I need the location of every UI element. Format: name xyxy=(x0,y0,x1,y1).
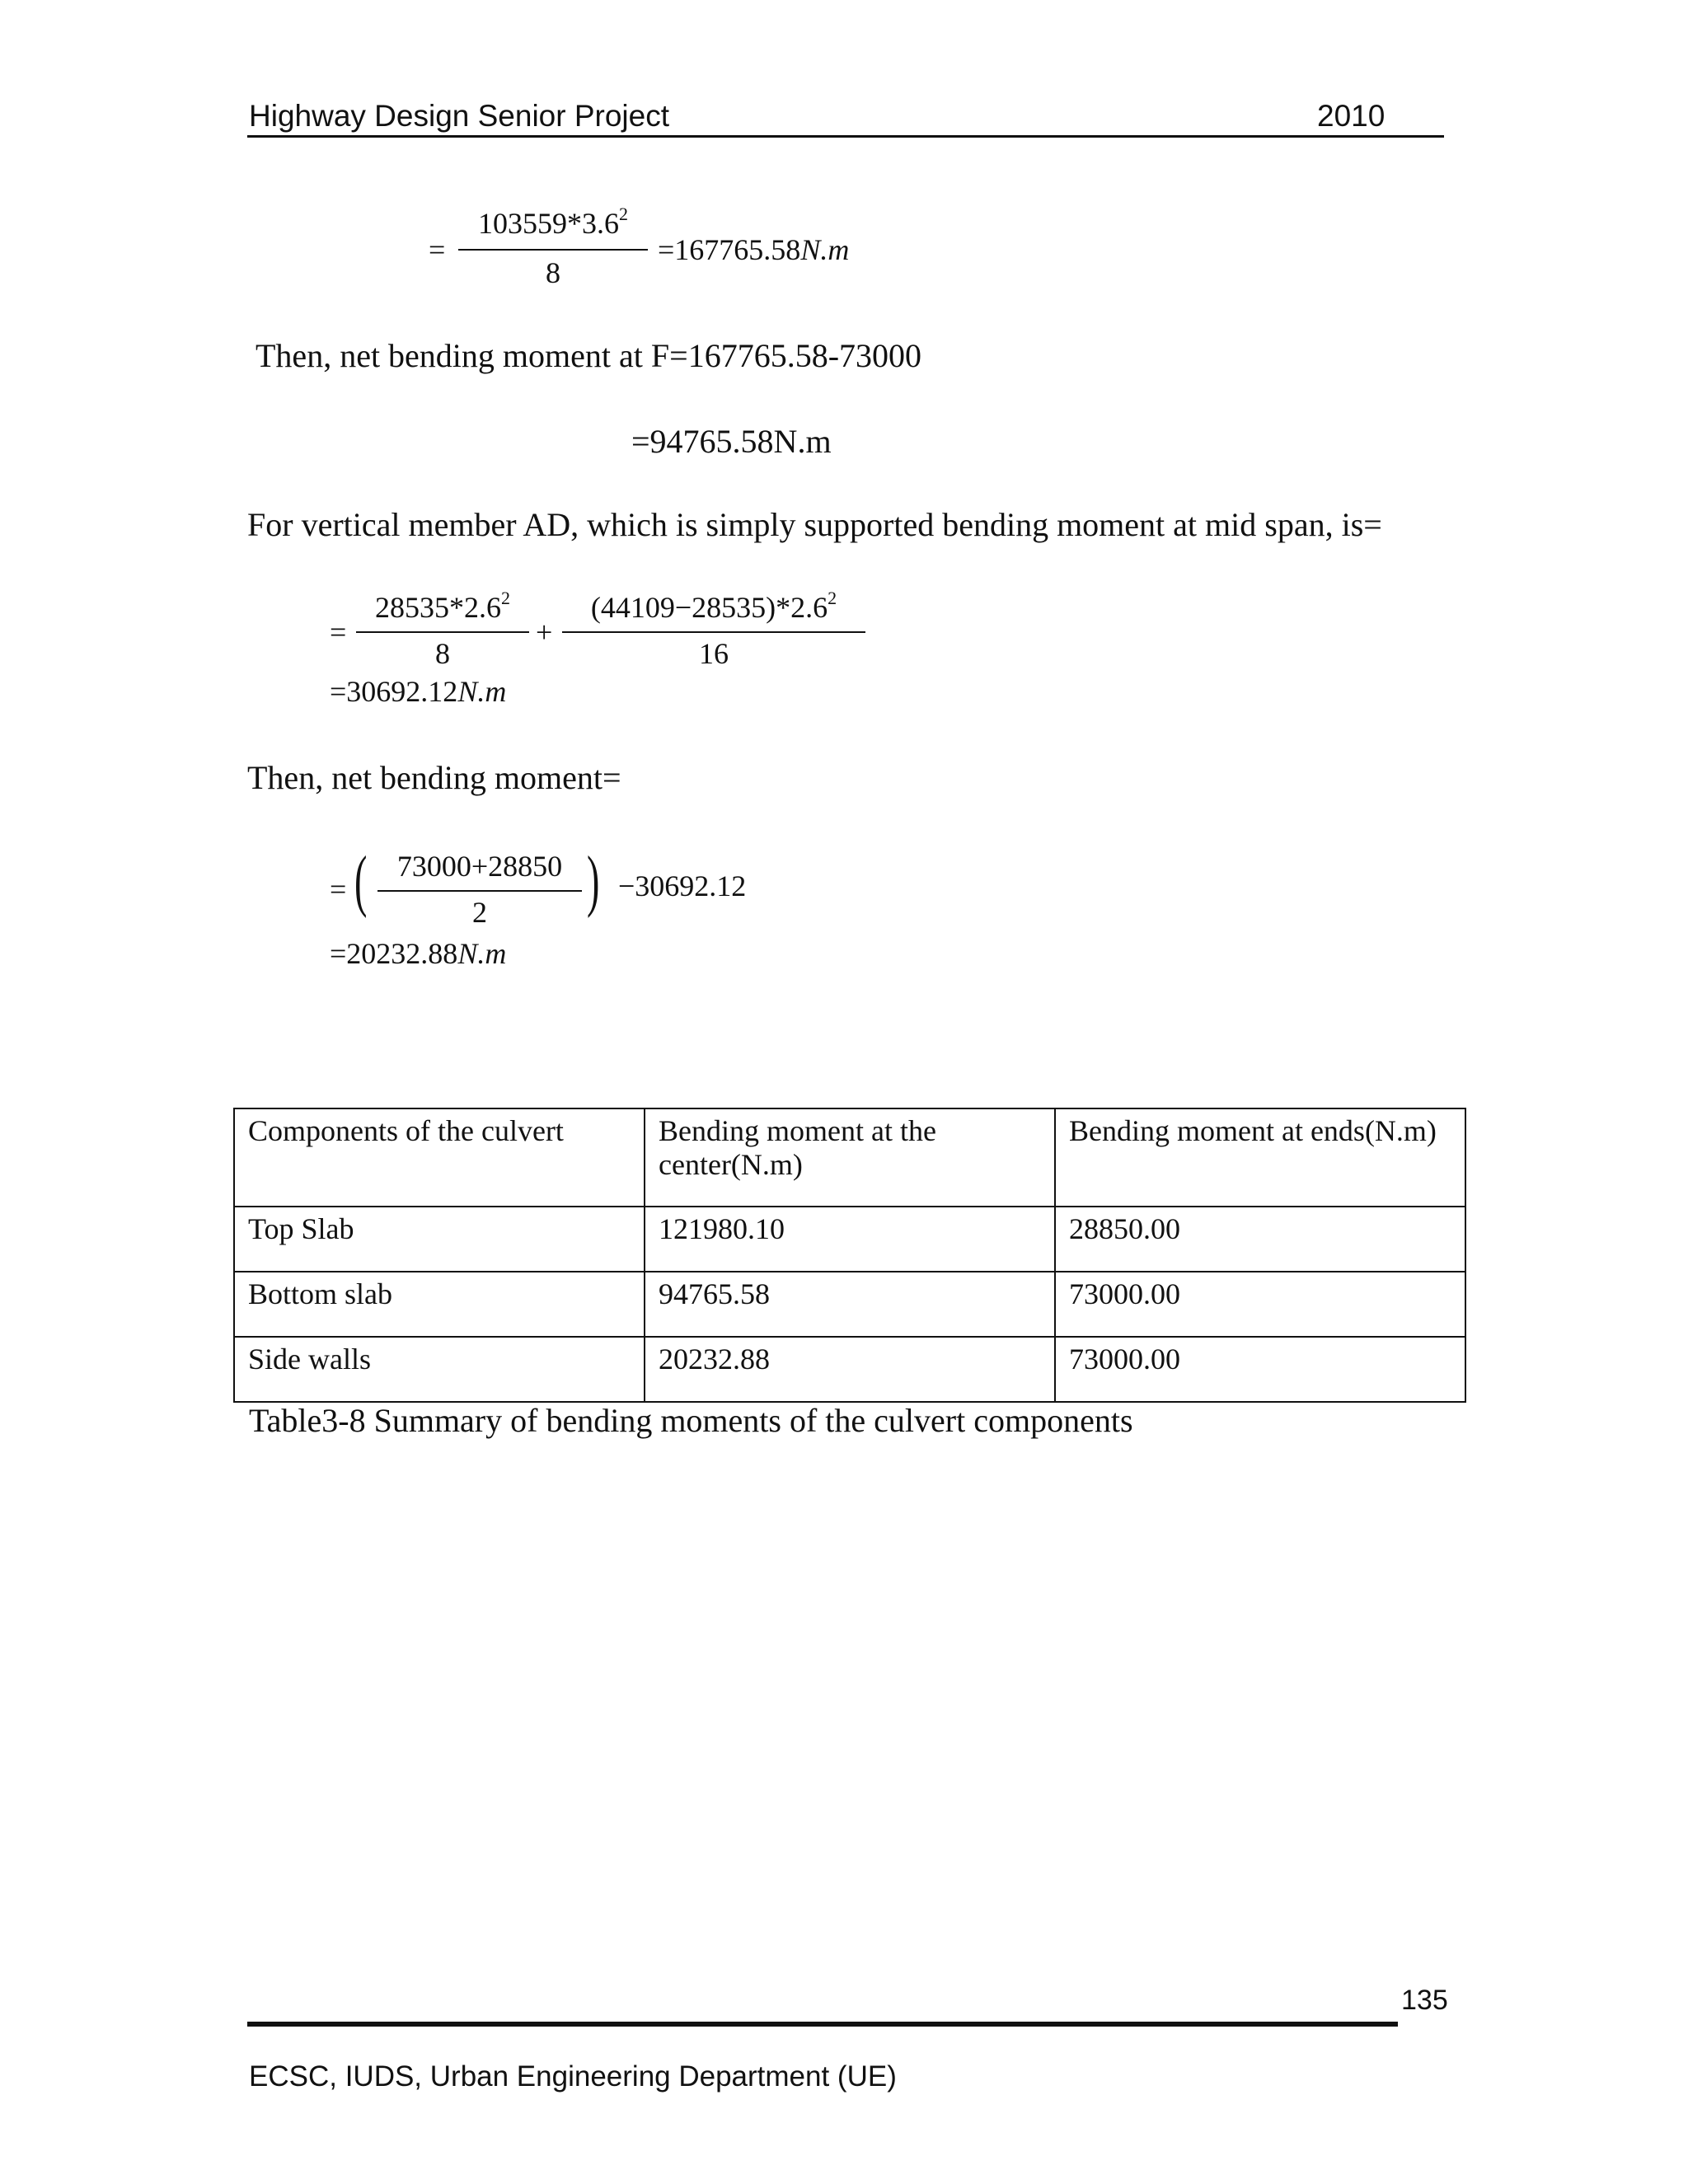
table-cell: 73000.00 xyxy=(1055,1272,1465,1337)
equation-2-fraction-1-numerator: $28535*2.6^2$ xyxy=(375,588,510,624)
footer-text: ECSC, IUDS, Urban Engineering Department (UE) xyxy=(249,2060,897,2093)
equation-1-denominator: 8 xyxy=(546,256,560,289)
equation-2-equals: = xyxy=(330,616,347,649)
equation-1-fraction-bar xyxy=(458,249,648,251)
equation-3 xyxy=(330,842,907,977)
footer-rule xyxy=(247,2022,1398,2027)
equation-3-minus-term: −30692.12 xyxy=(618,869,747,902)
table-cell: Top Slab xyxy=(234,1207,645,1272)
table-cell: Side walls xyxy=(234,1337,645,1402)
table-header-cell: Bending moment at the center(N.m) xyxy=(645,1108,1055,1207)
equation-2 xyxy=(330,590,907,714)
running-header-title: Highway Design Senior Project xyxy=(249,99,670,133)
equation-1-result: =167765.58N.m xyxy=(658,233,850,266)
header-rule xyxy=(247,135,1444,138)
running-header-year: 2010 xyxy=(1317,99,1386,133)
table-cell: 73000.00 xyxy=(1055,1337,1465,1402)
bending-moment-summary-table xyxy=(233,1108,1466,1403)
equation-3-paren-close: ) xyxy=(587,842,600,919)
equation-3-fraction-bar xyxy=(377,890,582,892)
equation-3-result: =20232.88N.m xyxy=(330,937,507,970)
equation-1-numerator: $103559*3.6^2$ xyxy=(478,204,628,240)
table-header-cell: Bending moment at ends(N.m) xyxy=(1055,1108,1465,1207)
table-row xyxy=(234,1337,1465,1402)
equation-2-fraction-2-numerator: $(44109-28535)*2.6^2$ xyxy=(590,588,837,624)
table-cell: 121980.10 xyxy=(645,1207,1055,1272)
equation-2-fraction-1-denominator: 8 xyxy=(435,637,450,670)
equation-2-fraction-2-denominator: 16 xyxy=(699,637,729,670)
equation-1 xyxy=(429,206,923,297)
equation-3-numerator: 73000+28850 xyxy=(396,850,563,883)
equation-3-paren-open: ( xyxy=(354,842,368,919)
table-header-row xyxy=(234,1108,1465,1207)
paragraph-net-moment: Then, net bending moment= xyxy=(247,759,621,796)
paragraph-net-moment-f-result: =94765.58N.m xyxy=(631,423,832,460)
equation-3-denominator: 2 xyxy=(472,896,487,929)
equation-2-fraction-1-bar xyxy=(356,631,529,633)
equation-2-fraction-2-bar xyxy=(562,631,865,633)
page-number: 135 xyxy=(1401,1985,1448,2016)
table-cell: Bottom slab xyxy=(234,1272,645,1337)
table-cell: 94765.58 xyxy=(645,1272,1055,1337)
table-header-cell: Components of the culvert xyxy=(234,1108,645,1207)
equation-2-result: =30692.12N.m xyxy=(330,675,507,708)
equation-2-plus: + xyxy=(536,616,553,649)
table-row xyxy=(234,1272,1465,1337)
equation-1-equals: = xyxy=(429,233,446,266)
table-caption: Table3-8 Summary of bending moments of the culvert components xyxy=(249,1402,1133,1439)
table-cell: 20232.88 xyxy=(645,1337,1055,1402)
table-cell: 28850.00 xyxy=(1055,1207,1465,1272)
paragraph-vertical-member-ad: For vertical member AD, which is simply supported bending moment at mid span, is= xyxy=(247,506,1382,543)
table-row xyxy=(234,1207,1465,1272)
equation-3-equals: = xyxy=(330,873,347,906)
paragraph-net-moment-f: Then, net bending moment at F=167765.58-73000 xyxy=(256,337,922,374)
